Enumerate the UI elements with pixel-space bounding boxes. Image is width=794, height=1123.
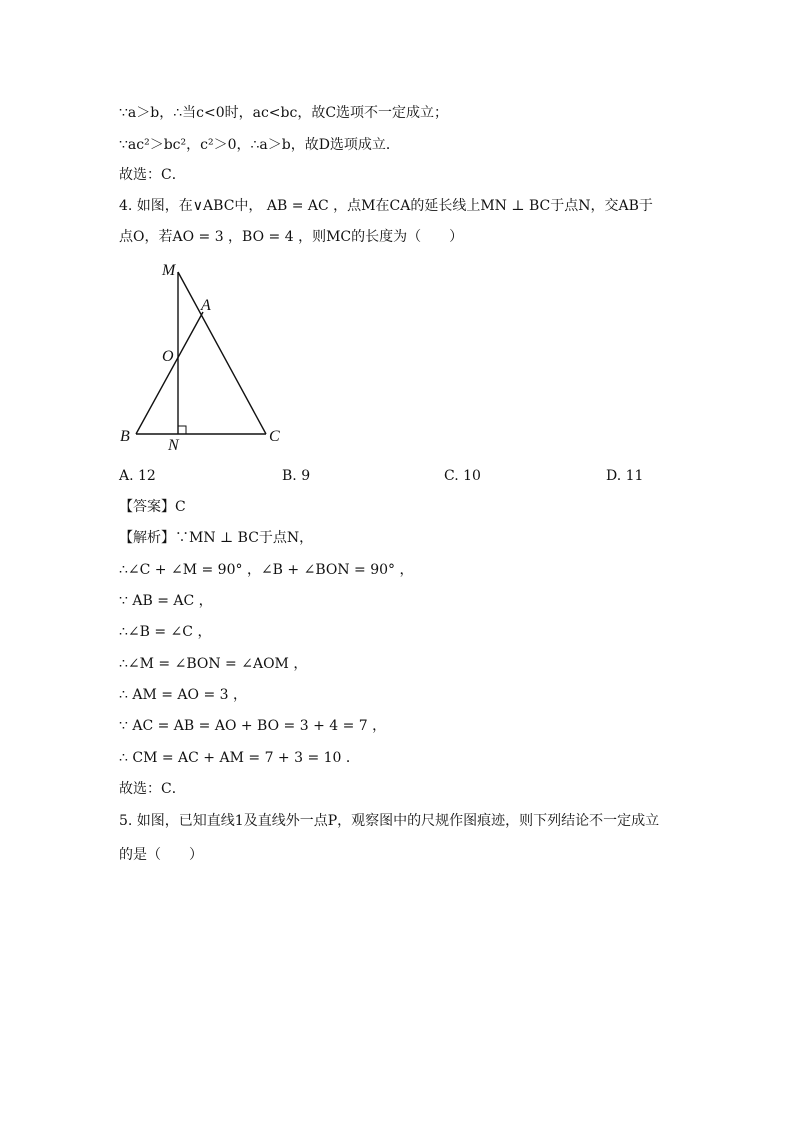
label-m: M [162, 262, 176, 279]
right-angle-mark [178, 426, 186, 434]
text-line-3: 故选：C． [119, 167, 186, 183]
option-b: B. 9 [282, 468, 311, 484]
text-line-1: ∵a＞b，∴当c<0时，ac<bc，故C选项不一定成立； [119, 105, 449, 121]
segment-mc [178, 272, 266, 434]
question-4-line-1: 4. 如图，在∨ABC中， AB = AC ，点M在CA的延长线上MN ⊥ BC于点N，交AB于 [119, 198, 653, 214]
label-c: C [269, 428, 280, 445]
text-line-2: ∵ac²＞bc²，c²＞0，∴a＞b，故D选项成立． [119, 137, 400, 153]
conclusion-line: 故选：C． [119, 781, 186, 797]
analysis-line-2: ∴∠C + ∠M = 90° ，∠B + ∠BON = 90° ， [119, 562, 414, 578]
option-d: D. 11 [606, 468, 644, 484]
label-o: O [162, 348, 174, 365]
analysis-line-8: ∴ CM = AC + AM = 7 + 3 = 10 ． [119, 750, 360, 766]
label-b: B [120, 428, 130, 445]
option-c: C. 10 [444, 468, 481, 484]
segment-ba [136, 312, 203, 434]
label-a: A [201, 297, 211, 314]
question-5-line-1: 5. 如图，已知直线1及直线外一点P，观察图中的尺规作图痕迹，则下列结论不一定成立 [119, 813, 660, 829]
question-5-line-2: 的是（ ） [119, 847, 203, 863]
analysis-line-4: ∴∠B = ∠C ， [119, 624, 212, 640]
analysis-line-1: 【解析】∵MN ⊥ BC于点N， [119, 530, 314, 546]
option-a: A. 12 [119, 468, 156, 484]
analysis-line-7: ∵ AC = AB = AO + BO = 3 + 4 = 7 ， [119, 718, 387, 734]
question-4-line-2: 点O，若AO = 3 ，BO = 4 ，则MC的长度为（ ） [119, 229, 464, 245]
analysis-line-6: ∴ AM = AO = 3 ， [119, 687, 248, 703]
analysis-line-5: ∴∠M = ∠BON = ∠AOM ， [119, 656, 308, 672]
label-n: N [168, 437, 179, 453]
triangle-figure [114, 258, 294, 453]
analysis-line-3: ∵ AB = AC ， [119, 593, 213, 609]
answer-line: 【答案】C [119, 499, 186, 515]
